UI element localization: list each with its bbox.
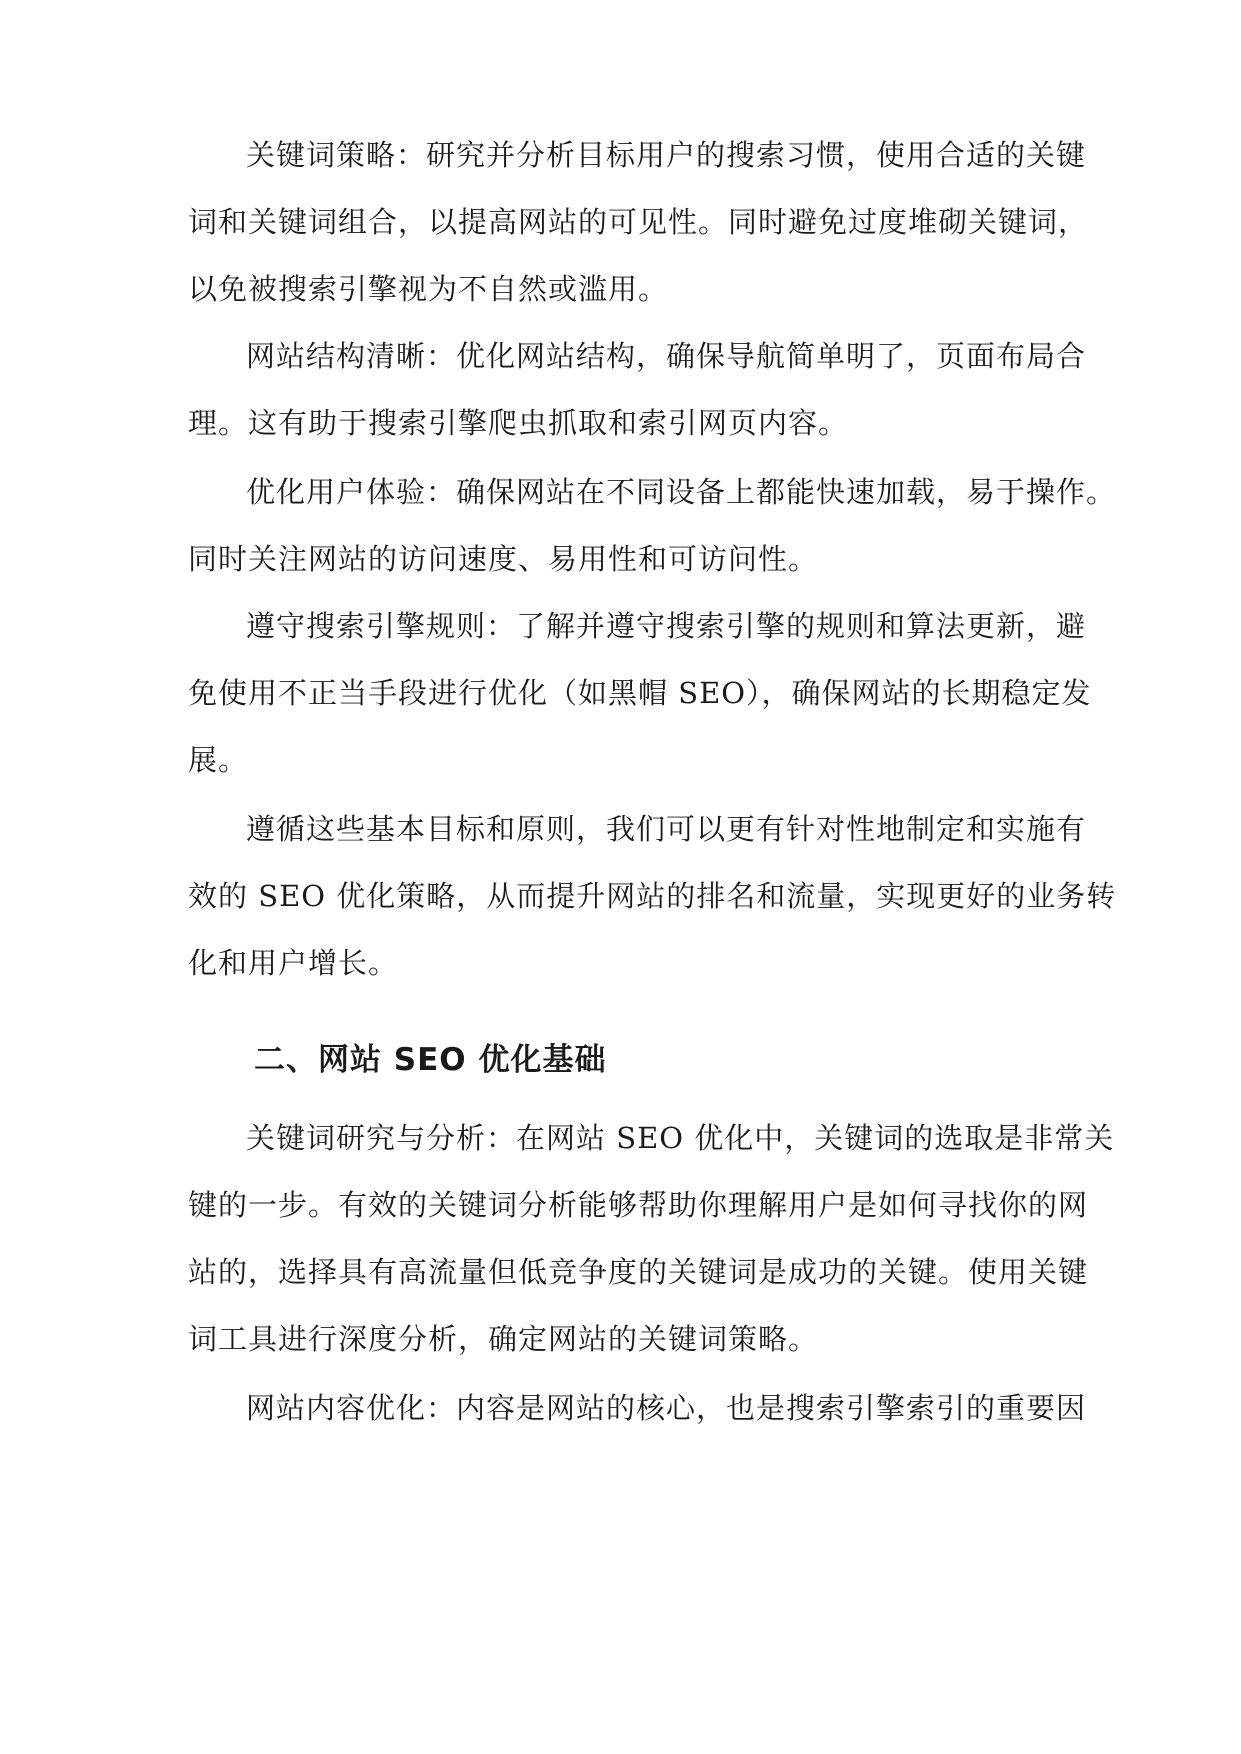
paragraph-line: 词工具进行深度分析，确定网站的关键词策略。 (188, 1322, 819, 1356)
section-heading: 二、网站 SEO 优化基础 (254, 1042, 607, 1078)
paragraph-line: 网站内容优化：内容是网站的核心，也是搜索引擎索引的重要因 (246, 1391, 1087, 1425)
paragraph-line: 网站结构清晰：优化网站结构，确保导航简单明了，页面布局合 (246, 339, 1087, 373)
paragraph-line: 展。 (188, 743, 249, 777)
paragraph-line: 效的 SEO 优化策略，从而提升网站的排名和流量，实现更好的业务转 (188, 879, 1117, 913)
paragraph-line: 遵守搜索引擎规则：了解并遵守搜索引擎的规则和算法更新，避 (246, 609, 1087, 643)
paragraph-line: 遵循这些基本目标和原则，我们可以更有针对性地制定和实施有 (246, 812, 1087, 846)
paragraph-line: 词和关键词组合，以提高网站的可见性。同时避免过度堆砌关键词， (188, 205, 1089, 239)
paragraph-line: 优化用户体验：确保网站在不同设备上都能快速加载，易于操作。 (246, 475, 1117, 509)
paragraph-line: 站的，选择具有高流量但低竞争度的关键词是成功的关键。使用关键 (188, 1255, 1089, 1289)
paragraph-line: 理。这有助于搜索引擎爬虫抓取和索引网页内容。 (188, 406, 849, 440)
paragraph-line: 以免被搜索引擎视为不自然或滥用。 (188, 272, 669, 306)
paragraph-line: 键的一步。有效的关键词分析能够帮助你理解用户是如何寻找你的网 (188, 1188, 1089, 1222)
paragraph-line: 关键词研究与分析：在网站 SEO 优化中，关键词的选取是非常关 (246, 1121, 1115, 1155)
paragraph-line: 化和用户增长。 (188, 946, 399, 980)
paragraph-line: 同时关注网站的访问速度、易用性和可访问性。 (188, 542, 819, 576)
paragraph-line: 免使用不正当手段进行优化（如黑帽 SEO），确保网站的长期稳定发 (188, 676, 1092, 710)
paragraph-line: 关键词策略：研究并分析目标用户的搜索习惯，使用合适的关键 (246, 138, 1087, 172)
